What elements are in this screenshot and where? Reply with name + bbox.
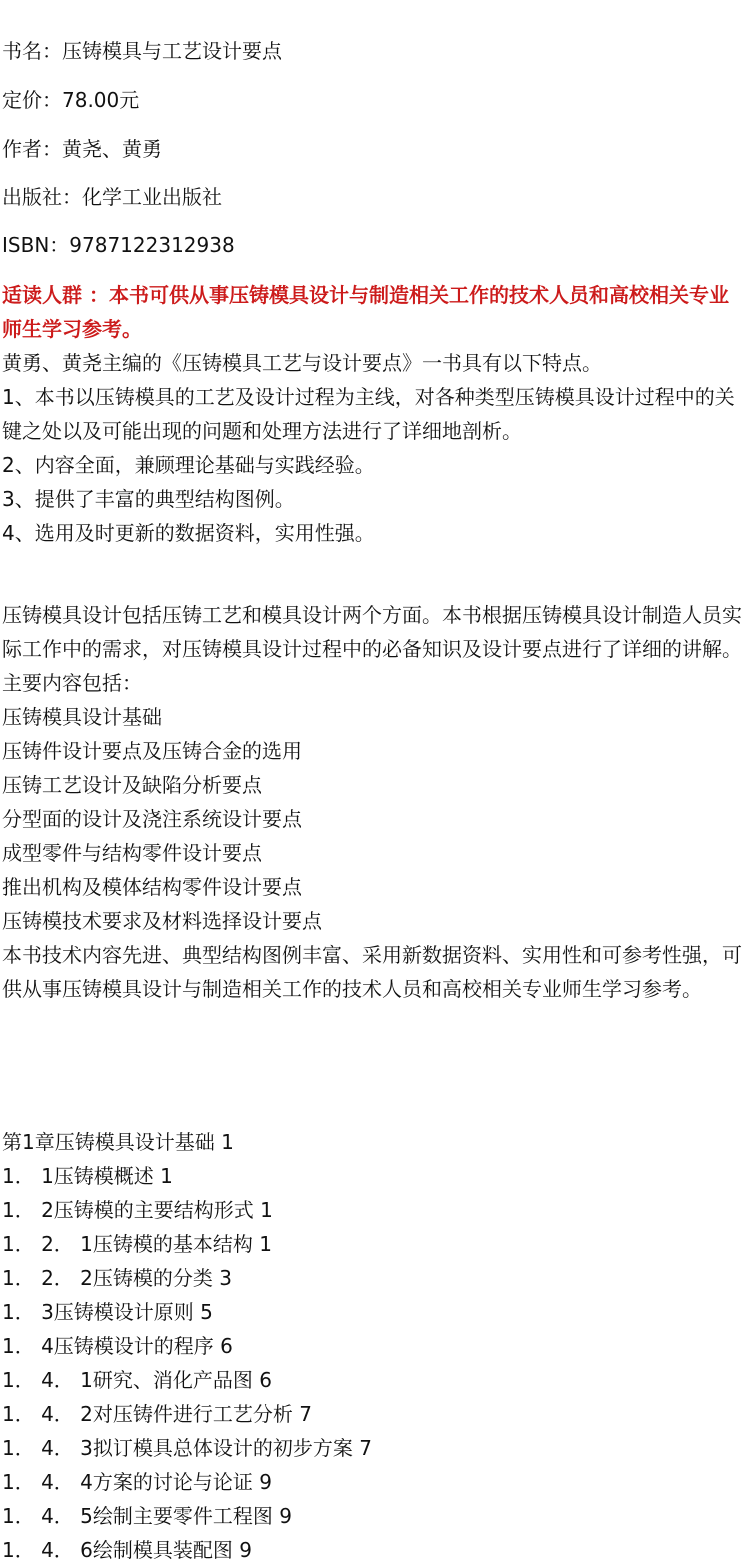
feature-item: 4、选用及时更新的数据资料，实用性强。 bbox=[2, 521, 375, 545]
toc-entry: 1． 2． 1压铸模的基本结构 1 bbox=[2, 1232, 272, 1256]
features-section bbox=[2, 346, 744, 550]
toc-entry: 1． 1压铸模概述 1 bbox=[2, 1164, 173, 1188]
toc-entry: 1． 2压铸模的主要结构形式 1 bbox=[2, 1198, 273, 1222]
contents-item: 压铸模技术要求及材料选择设计要点 bbox=[2, 909, 322, 933]
contents-heading: 主要内容包括： bbox=[2, 671, 142, 695]
audience-line: 适读人群 ：本书可供从事压铸模具设计与制造相关工作的技术人员和高校相关专业师生学习参考。 bbox=[2, 283, 729, 341]
toc-entry: 1． 4压铸模设计的程序 6 bbox=[2, 1334, 233, 1358]
toc-entry: 1． 4． 2对压铸件进行工艺分析 7 bbox=[2, 1402, 312, 1426]
publisher-line: 出版社：化学工业出版社 bbox=[2, 185, 222, 209]
contents-item: 推出机构及模体结构零件设计要点 bbox=[2, 875, 302, 899]
toc-entry: 1． 2． 2压铸模的分类 3 bbox=[2, 1266, 232, 1290]
summary-section bbox=[2, 598, 744, 1006]
isbn-line: ISBN：9787122312938 bbox=[2, 233, 235, 257]
toc-entry: 1． 4． 3拟订模具总体设计的初步方案 7 bbox=[2, 1436, 372, 1460]
toc-entry: 1． 4． 6绘制模具装配图 9 bbox=[2, 1538, 252, 1562]
contents-item: 压铸工艺设计及缺陷分析要点 bbox=[2, 773, 262, 797]
book-title-line: 书名：压铸模具与工艺设计要点 bbox=[2, 39, 282, 63]
summary-closing: 本书技术内容先进、典型结构图例丰富、采用新数据资料、实用性和可参考性强，可供从事压铸模具设计与制造相关工作的技术人员和高校相关专业师生学习参考。 bbox=[2, 943, 742, 1001]
feature-item: 1、本书以压铸模具的工艺及设计过程为主线，对各种类型压铸模具设计过程中的关键之处以及可能出现的问题和处理方法进行了详细地剖析。 bbox=[2, 385, 735, 443]
contents-item: 分型面的设计及浇注系统设计要点 bbox=[2, 807, 302, 831]
contents-item: 压铸模具设计基础 bbox=[2, 705, 162, 729]
toc-entry: 1． 4． 1研究、消化产品图 6 bbox=[2, 1368, 272, 1392]
toc-entry: 1． 3压铸模设计原则 5 bbox=[2, 1300, 213, 1324]
feature-item: 3、提供了丰富的典型结构图例。 bbox=[2, 487, 295, 511]
features-intro: 黄勇、黄尧主编的《压铸模具工艺与设计要点》一书具有以下特点。 bbox=[2, 351, 602, 375]
toc-entry: 1． 4． 4方案的讨论与论证 9 bbox=[2, 1470, 272, 1494]
author-line: 作者：黄尧、黄勇 bbox=[2, 137, 162, 161]
table-of-contents bbox=[2, 1125, 744, 1567]
feature-item: 2、内容全面，兼顾理论基础与实践经验。 bbox=[2, 453, 375, 477]
summary-paragraph: 压铸模具设计包括压铸工艺和模具设计两个方面。本书根据压铸模具设计制造人员实际工作中的需求，对压铸模具设计过程中的必备知识及设计要点进行了详细的讲解。 bbox=[2, 603, 742, 661]
price-line: 定价：78.00元 bbox=[2, 88, 140, 112]
toc-entry: 第1章压铸模具设计基础 1 bbox=[2, 1130, 234, 1154]
toc-entry: 1． 4． 5绘制主要零件工程图 9 bbox=[2, 1504, 292, 1528]
contents-item: 成型零件与结构零件设计要点 bbox=[2, 841, 262, 865]
contents-item: 压铸件设计要点及压铸合金的选用 bbox=[2, 739, 302, 763]
